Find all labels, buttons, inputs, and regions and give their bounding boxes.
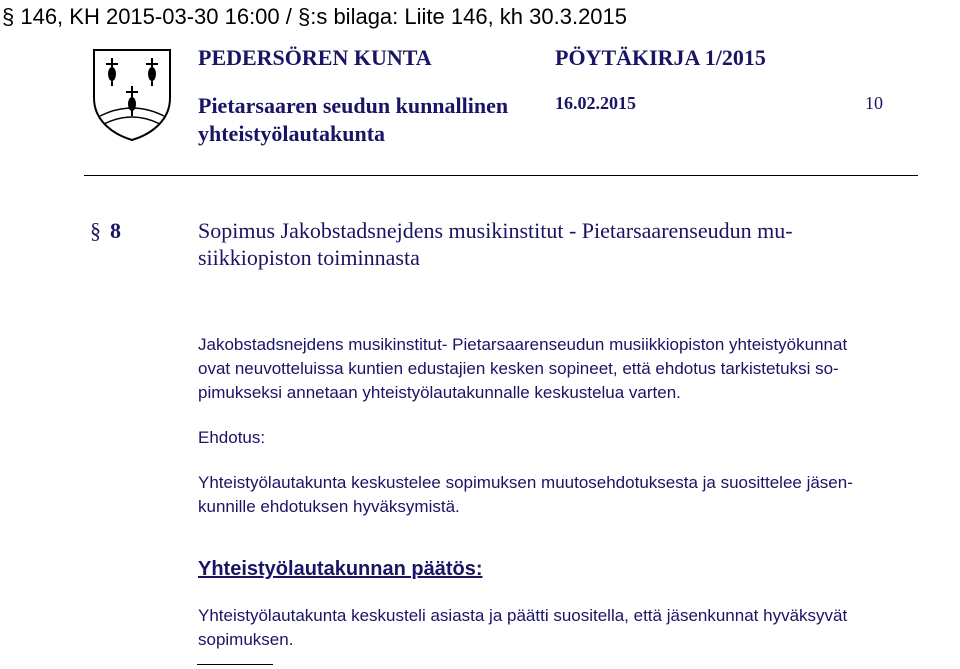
document-title: PÖYTÄKIRJA 1/2015 [555,45,766,70]
end-rule [197,664,273,665]
meeting-date: 16.02.2015 [555,93,636,113]
paragraph-2-line1: Yhteistyölautakunta keskustelee sopimuksen muutosehdotuksesta ja suosittelee jäsen- [198,473,853,492]
section-title-line2: siikkiopiston toiminnasta [198,245,420,270]
paragraph-1-line3: pimukseksi annetaan yhteistyölautakunnalle keskustelua varten. [198,383,681,402]
organization-name: PEDERSÖREN KUNTA [198,45,432,70]
paragraph-3-line1: Yhteistyölautakunta keskusteli asiasta ja päätti suositella, että jäsenkunnat hyväksyvät [198,606,848,625]
section-number: 8 [110,218,121,243]
paragraph-1-line1: Jakobstadsnejdens musikinstitut- Pietarsaarenseudun musiikkiopiston yhteistyökunnat [198,335,848,354]
section-title-line1: Sopimus Jakobstadsnejdens musikinstitut - Pietarsaarenseudun mu- [198,218,793,243]
decision-heading: Yhteistyölautakunnan päätös: [198,558,483,580]
paragraph-1-line2: ovat neuvotteluissa kuntien edustajien kesken sopineet, että ehdotus tarkistetuksi so- [198,359,839,378]
attachment-stamp: § 146, KH 2015-03-30 16:00 / §:s bilaga: Liite 146, kh 30.3.2015 [2,4,628,29]
page-number: 10 [865,93,883,113]
paragraph-3-line2: sopimuksen. [198,630,294,649]
header-divider [84,175,918,176]
board-name-line2: yhteistyölautakunta [198,121,386,146]
section-sign: § [90,218,101,243]
municipal-crest-icon [90,46,174,142]
paragraph-2-line2: kunnille ehdotuksen hyväksymistä. [198,497,460,516]
board-name-line1: Pietarsaaren seudun kunnallinen [198,93,509,118]
ehdotus-label: Ehdotus: [198,428,266,447]
